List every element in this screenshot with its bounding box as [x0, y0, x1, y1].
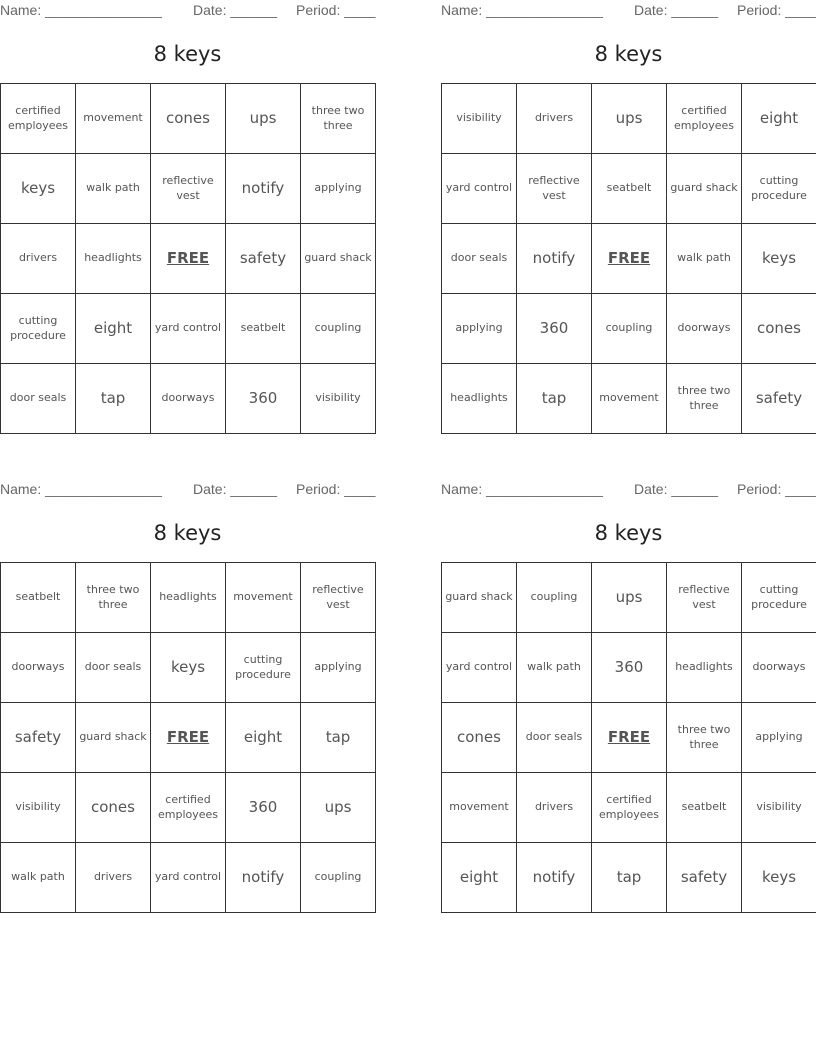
bingo-cell: eight	[742, 84, 816, 154]
bingo-cell: cones	[742, 294, 816, 364]
bingo-cell: yard control	[151, 843, 226, 913]
bingo-cell: FREE	[151, 224, 226, 294]
bingo-card-1	[0, 0, 376, 436]
bingo-cell: cones	[442, 703, 517, 773]
bingo-cell: eight	[442, 843, 517, 913]
bingo-cell: notify	[517, 843, 592, 913]
bingo-cell: eight	[76, 294, 151, 364]
bingo-cell: movement	[442, 773, 517, 843]
bingo-cell: keys	[151, 633, 226, 703]
card-header	[441, 2, 816, 20]
bingo-cell: door seals	[76, 633, 151, 703]
bingo-cell: walk path	[517, 633, 592, 703]
card-title: 8 keys	[594, 42, 663, 66]
bingo-cell: notify	[226, 843, 301, 913]
bingo-cell: coupling	[301, 843, 376, 913]
bingo-cell: three two three	[301, 84, 376, 154]
date-field-label: Date: ______	[634, 481, 719, 497]
bingo-cell: visibility	[442, 84, 517, 154]
grid-row	[1, 364, 376, 434]
date-field-label: Date: ______	[193, 481, 278, 497]
period-field-label: Period: ____	[737, 2, 816, 18]
bingo-cell: tap	[517, 364, 592, 434]
name-field-label: Name: _______________	[441, 2, 603, 18]
bingo-cell: drivers	[517, 84, 592, 154]
card-title: 8 keys	[594, 521, 663, 545]
bingo-grid	[441, 562, 816, 913]
period-field-label: Period: ____	[296, 2, 376, 18]
bingo-cell: movement	[226, 563, 301, 633]
bingo-cell: three two three	[667, 364, 742, 434]
grid-row	[442, 294, 816, 364]
grid-row	[442, 703, 816, 773]
name-field-label: Name: _______________	[0, 481, 162, 497]
bingo-cell: 360	[517, 294, 592, 364]
bingo-cell: drivers	[1, 224, 76, 294]
grid-row	[1, 154, 376, 224]
card-title: 8 keys	[153, 521, 222, 545]
bingo-cell: certified employees	[667, 84, 742, 154]
bingo-cell: three two three	[667, 703, 742, 773]
grid-row	[442, 843, 816, 913]
bingo-cell: drivers	[76, 843, 151, 913]
grid-row	[1, 633, 376, 703]
bingo-cell: reflective vest	[667, 563, 742, 633]
bingo-cell: headlights	[76, 224, 151, 294]
bingo-cell: guard shack	[76, 703, 151, 773]
bingo-card-3	[0, 479, 376, 915]
grid-row	[1, 773, 376, 843]
bingo-cell: applying	[742, 703, 816, 773]
bingo-cell: notify	[226, 154, 301, 224]
card-header	[441, 481, 816, 499]
bingo-cell: tap	[301, 703, 376, 773]
bingo-cell: applying	[301, 154, 376, 224]
bingo-cell: reflective vest	[517, 154, 592, 224]
bingo-cell: three two three	[76, 563, 151, 633]
bingo-cell: keys	[742, 224, 816, 294]
grid-row	[1, 84, 376, 154]
bingo-cell: reflective vest	[151, 154, 226, 224]
bingo-cell: ups	[592, 563, 667, 633]
bingo-cell: certified employees	[1, 84, 76, 154]
bingo-cell: movement	[76, 84, 151, 154]
bingo-cell: visibility	[1, 773, 76, 843]
bingo-cell: keys	[742, 843, 816, 913]
bingo-cell: cutting procedure	[226, 633, 301, 703]
bingo-cell: FREE	[592, 703, 667, 773]
bingo-cell: ups	[592, 84, 667, 154]
bingo-cell: seatbelt	[226, 294, 301, 364]
grid-row	[442, 633, 816, 703]
bingo-cell: guard shack	[442, 563, 517, 633]
bingo-cell: ups	[226, 84, 301, 154]
bingo-cell: reflective vest	[301, 563, 376, 633]
bingo-cell: applying	[442, 294, 517, 364]
name-field-label: Name: _______________	[441, 481, 603, 497]
card-title: 8 keys	[153, 42, 222, 66]
grid-row	[442, 364, 816, 434]
bingo-cell: seatbelt	[592, 154, 667, 224]
bingo-cell: safety	[667, 843, 742, 913]
card-header	[0, 2, 376, 20]
name-field-label: Name: _______________	[0, 2, 162, 18]
bingo-cell: safety	[1, 703, 76, 773]
bingo-card-4	[441, 479, 816, 915]
bingo-cell: yard control	[151, 294, 226, 364]
bingo-cell: doorways	[1, 633, 76, 703]
bingo-cell: keys	[1, 154, 76, 224]
grid-row	[442, 563, 816, 633]
bingo-cell: doorways	[742, 633, 816, 703]
bingo-cell: coupling	[301, 294, 376, 364]
bingo-cell: cutting procedure	[742, 563, 816, 633]
bingo-card-2	[441, 0, 816, 436]
bingo-cell: headlights	[667, 633, 742, 703]
date-field-label: Date: ______	[634, 2, 719, 18]
bingo-cell: tap	[76, 364, 151, 434]
bingo-cell: cones	[76, 773, 151, 843]
bingo-cell: yard control	[442, 633, 517, 703]
bingo-cell: doorways	[667, 294, 742, 364]
card-header	[0, 481, 376, 499]
grid-row	[442, 773, 816, 843]
bingo-cell: FREE	[151, 703, 226, 773]
bingo-cell: tap	[592, 843, 667, 913]
bingo-cell: headlights	[151, 563, 226, 633]
bingo-cell: headlights	[442, 364, 517, 434]
bingo-cell: guard shack	[301, 224, 376, 294]
bingo-cell: safety	[226, 224, 301, 294]
grid-row	[442, 84, 816, 154]
bingo-cell: 360	[226, 364, 301, 434]
bingo-cell: applying	[301, 633, 376, 703]
bingo-cell: certified employees	[151, 773, 226, 843]
bingo-cell: cones	[151, 84, 226, 154]
bingo-cell: notify	[517, 224, 592, 294]
grid-row	[1, 294, 376, 364]
bingo-cell: coupling	[592, 294, 667, 364]
bingo-cell: seatbelt	[667, 773, 742, 843]
bingo-cell: safety	[742, 364, 816, 434]
period-field-label: Period: ____	[296, 481, 376, 497]
bingo-cell: FREE	[592, 224, 667, 294]
bingo-cell: yard control	[442, 154, 517, 224]
bingo-cell: 360	[226, 773, 301, 843]
grid-row	[442, 154, 816, 224]
date-field-label: Date: ______	[193, 2, 278, 18]
bingo-cell: visibility	[301, 364, 376, 434]
bingo-cell: cutting procedure	[1, 294, 76, 364]
bingo-cell: movement	[592, 364, 667, 434]
grid-row	[1, 563, 376, 633]
grid-row	[1, 843, 376, 913]
bingo-cell: door seals	[1, 364, 76, 434]
bingo-cell: door seals	[517, 703, 592, 773]
bingo-cell: seatbelt	[1, 563, 76, 633]
bingo-cell: ups	[301, 773, 376, 843]
bingo-cell: coupling	[517, 563, 592, 633]
period-field-label: Period: ____	[737, 481, 816, 497]
bingo-cell: walk path	[1, 843, 76, 913]
bingo-cell: door seals	[442, 224, 517, 294]
bingo-grid	[441, 83, 816, 434]
bingo-cell: drivers	[517, 773, 592, 843]
grid-row	[442, 224, 816, 294]
bingo-cell: doorways	[151, 364, 226, 434]
bingo-cell: certified employees	[592, 773, 667, 843]
bingo-cell: visibility	[742, 773, 816, 843]
grid-row	[1, 703, 376, 773]
bingo-cell: 360	[592, 633, 667, 703]
bingo-cell: walk path	[667, 224, 742, 294]
bingo-cell: cutting procedure	[742, 154, 816, 224]
bingo-cell: eight	[226, 703, 301, 773]
bingo-grid	[0, 562, 376, 913]
bingo-cell: guard shack	[667, 154, 742, 224]
bingo-grid	[0, 83, 376, 434]
bingo-cell: walk path	[76, 154, 151, 224]
grid-row	[1, 224, 376, 294]
